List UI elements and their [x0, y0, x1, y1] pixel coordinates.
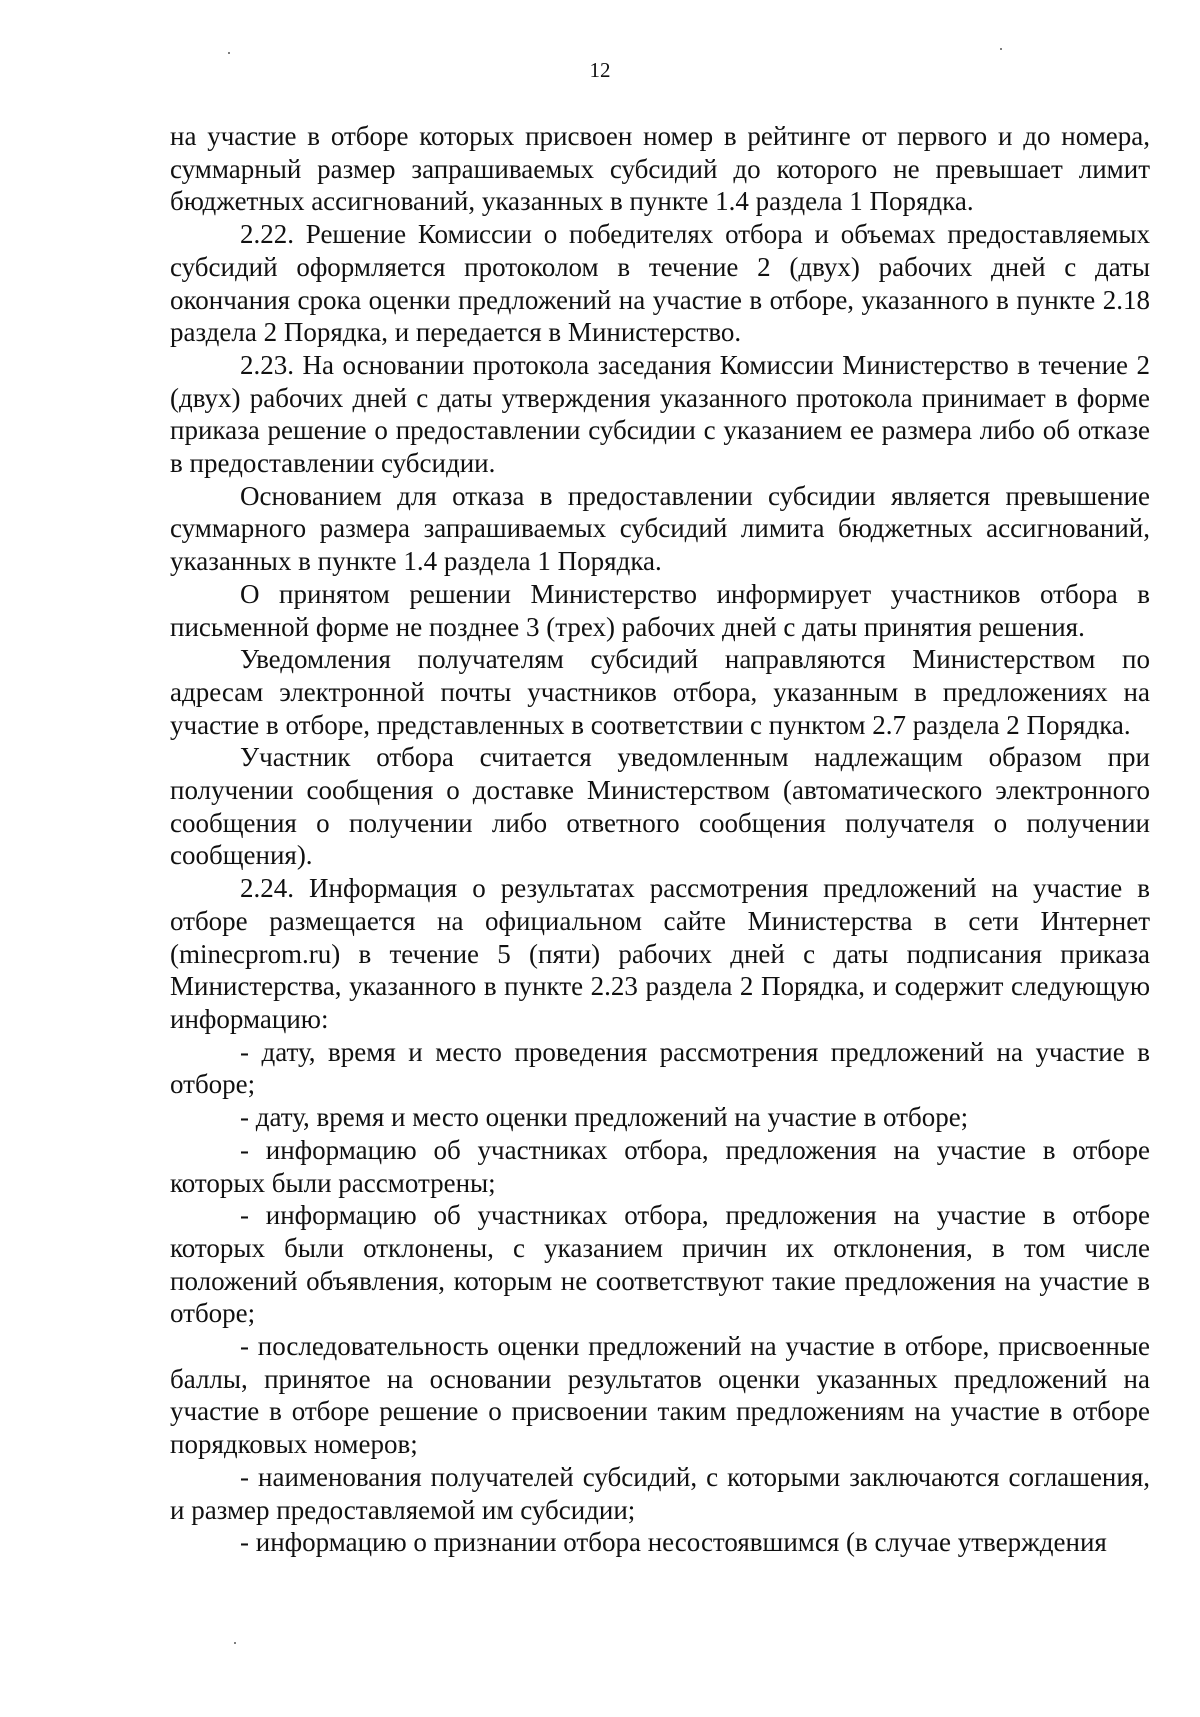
scan-speck: [1000, 48, 1002, 50]
paragraph-2-23: 2.23. На основании протокола заседания Комиссии Министерство в течение 2 (двух) рабочих дней с даты утверждения указанного протокола принимает в форме приказа решение о предоставлении субсидии с указанием ее размера либо об отказе в предоставлении субсидии.: [170, 349, 1150, 479]
list-item: - информацию об участниках отбора, предложения на участие в отборе которых были отклонены, с указанием причин их отклонения, в том числе положений объявления, которым не соответствуют такие предложения на участие в отборе;: [170, 1200, 1150, 1329]
paragraph-2-22: 2.22. Решение Комиссии о победителях отбора и объемах предоставляемых субсидий оформляется протоколом в течение 2 (двух) рабочих дней с даты окончания срока оценки предложений на участие в отборе, указанного в пункте 2.18 раздела 2 Порядка, и передается в Министерство.: [170, 219, 1150, 348]
list-item: - последовательность оценки предложений на участие в отборе, присвоенные баллы, принятое на основании результатов оценки указанных предложений на участие в отборе решение о присвоении таким предложениям на участие в отборе порядковых номеров;: [170, 1331, 1150, 1460]
scan-speck: [228, 52, 230, 54]
paragraph-notifications: Уведомления получателям субсидий направляются Министерством по адресам электронной почты участников отбора, указанным в предложениях на участие в отборе, представленных в соответствии с пунктом 2.7 раздела 2 Порядка.: [170, 644, 1150, 740]
list-item: - дату, время и место проведения рассмотрения предложений на участие в отборе;: [170, 1036, 1150, 1100]
paragraph-continuation: на участие в отборе которых присвоен номер в рейтинге от первого и до номера, суммарный размер запрашиваемых субсидий до которого не превышает лимит бюджетных ассигнований, указанных в пункте 1.4 раздела 1 Порядка.: [170, 121, 1150, 217]
paragraph-decision-notice: О принятом решении Министерство информирует участников отбора в письменной форме не позднее 3 (трех) рабочих дней с даты принятия решения.: [170, 578, 1150, 642]
list-item: - информацию о признании отбора несостоявшимся (в случае утверждения: [240, 1527, 1107, 1558]
document-body: [170, 120, 1150, 1559]
page-number: 12: [589, 58, 611, 82]
scan-speck: [234, 1642, 236, 1644]
paragraph-participant-notified: Участник отбора считается уведомленным надлежащим образом при получении сообщения о доставке Министерством (автоматического электронного сообщения о получении либо ответного сообщения получателя о получении сообщения).: [170, 742, 1150, 871]
list-item: - информацию об участниках отбора, предложения на участие в отборе которых были рассмотрены;: [170, 1134, 1150, 1198]
list-item: - дату, время и место оценки предложений на участие в отборе;: [240, 1102, 969, 1133]
paragraph-refusal-grounds: Основанием для отказа в предоставлении субсидии является превышение суммарного размера запрашиваемых субсидий лимита бюджетных ассигнований, указанных в пункте 1.4 раздела 1 Порядка.: [170, 480, 1150, 577]
paragraph-2-24: 2.24. Информация о результатах рассмотрения предложений на участие в отборе размещается на официальном сайте Министерства в сети Интернет (minecprom.ru) в течение 5 (пяти) рабочих дней с даты подписания приказа Министерства, указанного в пункте 2.23 раздела 2 Порядка, и содержит следующую информацию:: [170, 873, 1150, 1034]
list-item: - наименования получателей субсидий, с которыми заключаются соглашения, и размер предоставляемой им субсидии;: [170, 1461, 1150, 1525]
